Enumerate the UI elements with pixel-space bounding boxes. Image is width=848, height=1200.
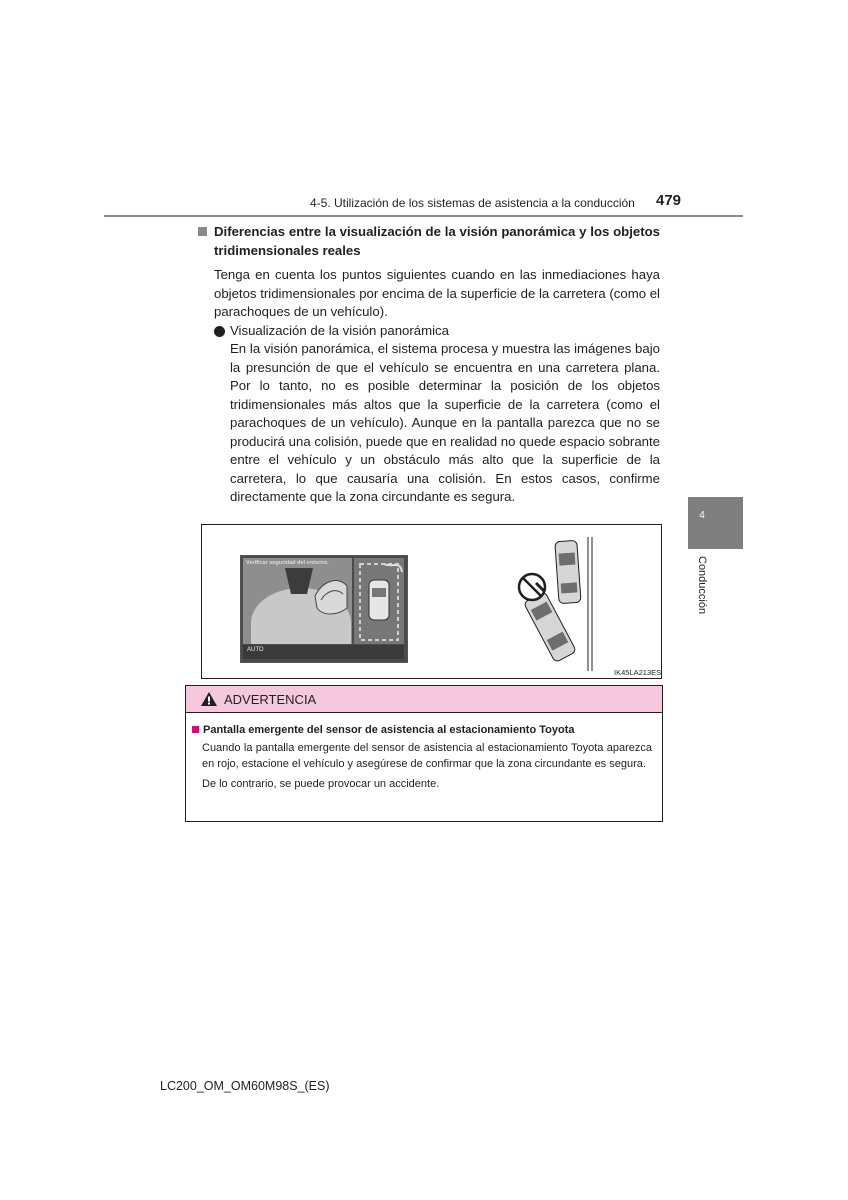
section-intro: Tenga en cuenta los puntos siguientes cuando en las inmediaciones haya objetos tridimensionales por encima de la superficie de la carretera (como el parachoques de un vehículo). — [214, 267, 660, 319]
section-heading-text: Diferencias entre la visualización de la visión panorámica y los objetos tridimensionales reales — [214, 224, 660, 258]
warning-item-heading — [192, 722, 652, 738]
page-number: 479 — [656, 192, 682, 209]
header-divider — [104, 215, 743, 217]
warning-body — [186, 713, 662, 792]
top-view-panel — [354, 558, 404, 644]
square-bullet-icon — [198, 227, 207, 236]
footer-document-code: LC200_OM_OM60M98S_(ES) — [160, 1079, 330, 1093]
warning-box — [185, 685, 663, 822]
screen-auto-button: AUTO — [247, 647, 264, 653]
bullet-item — [214, 322, 660, 341]
warning-title: ADVERTENCIA — [224, 691, 317, 707]
screen-control-bar — [243, 645, 404, 659]
obstacle-illustration — [243, 558, 352, 644]
no-collision-icon — [519, 574, 545, 600]
car-top-icon — [354, 558, 404, 644]
panoramic-view — [243, 558, 352, 644]
display-screen-illustration — [240, 555, 408, 663]
header-section-title: 4-5. Utilización de los sistemas de asistencia a la conducción — [310, 196, 635, 210]
section-differences — [198, 223, 660, 507]
figure-code: IK45LA213ES — [614, 668, 662, 677]
warning-triangle-icon — [200, 691, 218, 707]
circle-bullet-icon — [214, 326, 225, 337]
chapter-tab-label: Conducción — [696, 556, 708, 615]
parking-scene-illustration — [510, 533, 610, 673]
warning-item-heading-text: Pantalla emergente del sensor de asistencia al estacionamiento Toyota — [203, 724, 575, 736]
chapter-tab — [688, 497, 743, 549]
warning-text-1: Cuando la pantalla emergente del sensor de asistencia al estacionamiento Toyota aparezca en rojo, estacione el vehículo y asegúrese de confirmar que la zona circundante es segura. — [202, 742, 652, 770]
screen-warning-text: Verificar seguridad del entorno. — [246, 560, 329, 566]
warning-header — [186, 686, 662, 713]
bullet-title: Visualización de la visión panorámica — [230, 322, 449, 338]
warning-text-2: De lo contrario, se puede provocar un accidente. — [202, 778, 440, 790]
bullet-detail: En la visión panorámica, el sistema procesa y muestra las imágenes bajo la presunción de que el vehículo se encuentra en una carretera plana. Por lo tanto, no es posible determinar la posición de los objetos tridimensionales más altos que la superficie de la carretera (como el parachoques de un vehículo). Aunque en la pantalla parezca que no se producirá una colisión, puede que en realidad no quede espacio sobrante entre el vehículo y un obstáculo más alto que la superficie de la carretera, lo que causaría una colisión. En estos casos, confirme directamente que la zona circundante es segura. — [230, 341, 660, 504]
illustration-box — [201, 524, 662, 679]
chapter-tab-number: 4 — [699, 510, 705, 521]
pink-square-bullet-icon — [192, 726, 199, 733]
section-heading — [198, 223, 660, 260]
